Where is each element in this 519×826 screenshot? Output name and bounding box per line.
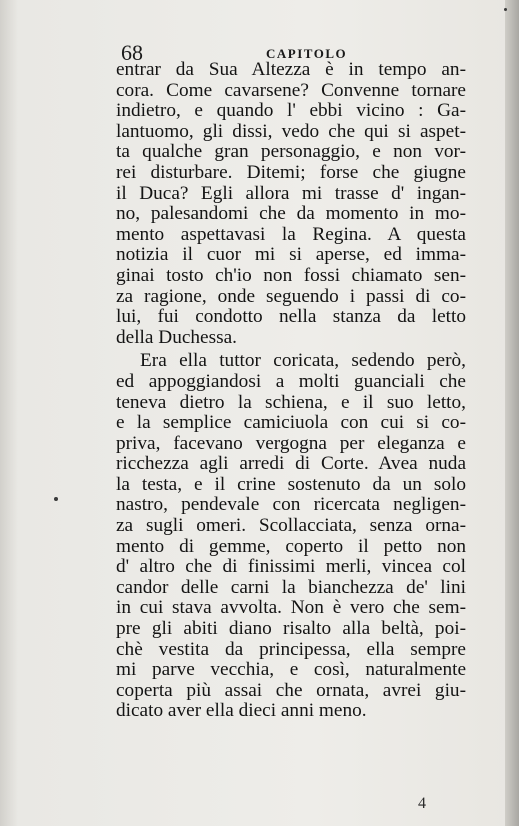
text-line: rei disturbare. Ditemi; forse che giugne bbox=[116, 161, 466, 183]
paragraph-2 bbox=[116, 351, 466, 722]
text-line: no, palesandomi che da momento in mo- bbox=[116, 203, 466, 225]
text-line: teneva dietro la schiena, e il suo letto, bbox=[116, 391, 466, 413]
text-line: in cui stava avvolta. Non è vero che sem- bbox=[116, 597, 466, 619]
page-body bbox=[116, 60, 466, 722]
text-line: cora. Come cavarsene? Convenne tornare bbox=[116, 79, 466, 101]
text-line: il Duca? Egli allora mi trasse d' ingan- bbox=[116, 182, 466, 204]
text-line: mento di gemme, coperto il petto non bbox=[116, 535, 466, 557]
text-line: della Duchessa. bbox=[116, 326, 237, 348]
text-line: ed appoggiandosi a molti guanciali che bbox=[116, 370, 466, 392]
text-line: ta qualche gran personaggio, e non vor- bbox=[116, 141, 466, 163]
ink-speck bbox=[504, 8, 507, 11]
text-line: lui, fui condotto nella stanza da letto bbox=[116, 306, 466, 328]
text-line: ginai tosto ch'io non fossi chiamato sen- bbox=[116, 264, 466, 286]
text-line: e la semplice camiciuola con cui si co- bbox=[116, 412, 466, 434]
text-line: za sugli omeri. Scollacciata, senza orna- bbox=[116, 515, 466, 537]
text-line: Era ella tuttor coricata, sedendo però, bbox=[140, 350, 466, 372]
text-line: notizia il cuor mi si aperse, ed imma- bbox=[116, 244, 466, 266]
text-line: dicato aver ella dieci anni meno. bbox=[116, 700, 367, 722]
text-line: nastro, pendevale con ricercata negligen- bbox=[116, 494, 466, 516]
text-line: indietro, e quando l' ebbi vicino : Ga- bbox=[116, 100, 466, 122]
text-line: d' altro che di finissimi merli, vincea col bbox=[116, 556, 466, 578]
running-head: CAPITOLO bbox=[266, 46, 348, 61]
ink-speck bbox=[54, 497, 58, 501]
text-line: la testa, e il crine sostenuto da un solo bbox=[116, 473, 466, 495]
text-line: mento aspettavasi la Regina. A questa bbox=[116, 223, 466, 245]
text-line: entrar da Sua Altezza è in tempo an- bbox=[116, 59, 466, 80]
text-line: coperta più assai che ornata, avrei giu- bbox=[116, 679, 466, 701]
text-line: pre gli abiti diano risalto alla beltà, poi- bbox=[116, 618, 466, 640]
text-line: lantuomo, gli dissi, vedo che qui si aspet- bbox=[116, 120, 466, 142]
text-line: ricchezza agli arredi di Corte. Avea nuda bbox=[116, 453, 466, 475]
page-gutter bbox=[505, 0, 519, 826]
text-line: mi parve vecchia, e così, naturalmente bbox=[116, 659, 466, 681]
text-line: candor delle carni la bianchezza de' lini bbox=[116, 576, 466, 598]
signature-mark: 4 bbox=[418, 795, 426, 812]
text-line: za ragione, onde seguendo i passi di co- bbox=[116, 285, 466, 307]
page-number: 68 bbox=[121, 40, 143, 65]
text-line: priva, facevano vergogna per eleganza e bbox=[116, 432, 466, 454]
paragraph-1 bbox=[116, 60, 466, 348]
text-line: chè vestita da principessa, ella sempre bbox=[116, 638, 466, 660]
